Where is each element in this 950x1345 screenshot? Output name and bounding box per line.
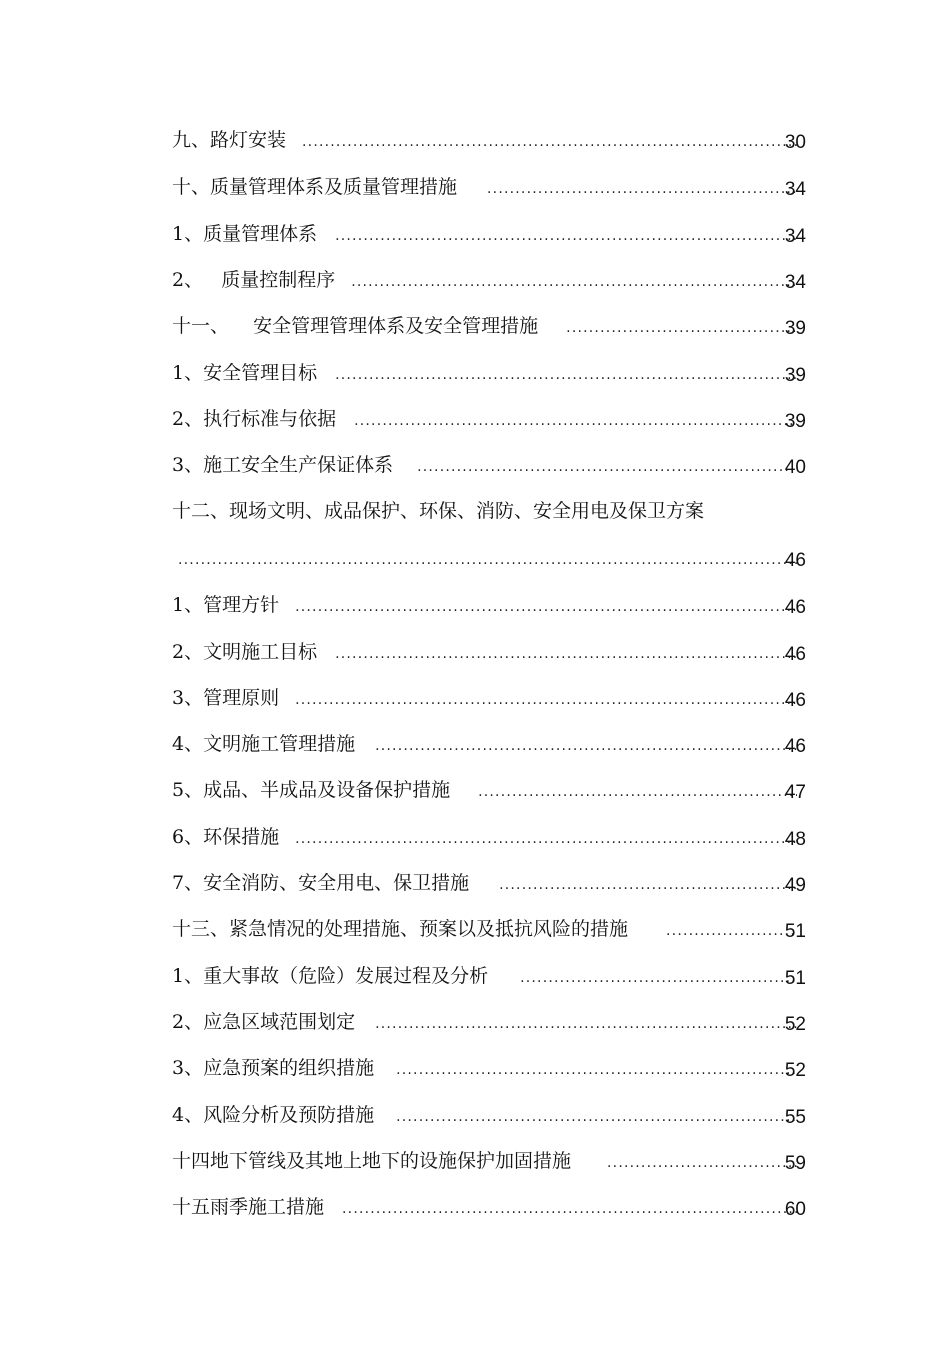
toc-entry-page: 34 xyxy=(784,226,806,247)
toc-entry[interactable] xyxy=(172,686,806,712)
toc-entry-label: 十五雨季施工措施 xyxy=(172,1196,325,1218)
toc-entry-label: 2、 质量控制程序 xyxy=(172,269,336,291)
toc-entry-page: 51 xyxy=(784,921,806,942)
toc-entry-label: 九、路灯安装 xyxy=(172,129,287,151)
toc-entry-page: 48 xyxy=(784,829,806,850)
toc-entry-label: 2、文明施工目标 xyxy=(172,641,318,663)
toc-entry-page: 30 xyxy=(784,132,806,153)
toc-entry-label: 5、成品、半成品及设备保护措施 xyxy=(172,779,451,801)
toc-entry-page: 34 xyxy=(784,179,806,200)
toc-entry-page: 46 xyxy=(784,597,806,618)
toc-entry[interactable] xyxy=(172,128,806,154)
toc-entry-page: 39 xyxy=(784,411,806,432)
toc-leader-dots xyxy=(487,177,797,201)
toc-entry-page: 55 xyxy=(784,1107,806,1128)
toc-leader-dots xyxy=(607,1151,797,1175)
toc-entry-page: 47 xyxy=(784,782,806,803)
toc-entry-page: 46 xyxy=(784,736,806,757)
toc-leader-dots xyxy=(478,780,797,804)
toc-entry-page: 49 xyxy=(784,875,806,896)
toc-entry-page: 39 xyxy=(784,318,806,339)
toc-entry-label: 6、环保措施 xyxy=(172,826,280,848)
toc-entry-label: 7、安全消防、安全用电、保卫措施 xyxy=(172,872,470,894)
toc-entry-page: 46 xyxy=(784,644,806,665)
toc-entry-label: 十四地下管线及其地上地下的设施保护加固措施 xyxy=(172,1150,572,1172)
toc-entry-page: 60 xyxy=(784,1199,806,1220)
toc-entry-page: 46 xyxy=(784,550,806,571)
toc-leader-dots xyxy=(375,734,797,758)
toc-entry[interactable] xyxy=(172,1056,806,1082)
toc-leader-dots xyxy=(417,455,797,479)
toc-leader-dots xyxy=(566,316,797,340)
toc-entry-page: 34 xyxy=(784,272,806,293)
toc-entry-label: 十、质量管理体系及质量管理措施 xyxy=(172,176,458,198)
toc-leader-dots xyxy=(375,1012,797,1036)
toc-entry[interactable] xyxy=(172,917,806,943)
toc-leader-dots xyxy=(295,827,797,851)
toc-entry[interactable] xyxy=(172,640,806,666)
toc-entry-label: 1、重大事故（危险）发展过程及分析 xyxy=(172,965,489,987)
toc-entry[interactable] xyxy=(172,1195,806,1221)
toc-entry-page: 59 xyxy=(784,1153,806,1174)
toc-entry-page: 51 xyxy=(784,968,806,989)
toc-leader-dots xyxy=(302,130,797,154)
toc-leader-dots xyxy=(351,270,797,294)
toc-leader-dots xyxy=(335,642,797,666)
toc-entry-label: 3、管理原则 xyxy=(172,687,280,709)
toc-leader-dots xyxy=(295,688,797,712)
toc-entry[interactable] xyxy=(172,314,806,340)
toc-entry[interactable] xyxy=(172,361,806,387)
toc-entry-page: 52 xyxy=(784,1060,806,1081)
toc-entry-label: 十一、 安全管理管理体系及安全管理措施 xyxy=(172,315,539,337)
toc-entry-label-wrapped[interactable]: 十二、现场文明、成品保护、环保、消防、安全用电及保卫方案 xyxy=(172,500,705,522)
toc-entry-label: 2、执行标准与依据 xyxy=(172,408,337,430)
toc-entry[interactable] xyxy=(172,453,806,479)
toc-entry-page: 52 xyxy=(784,1014,806,1035)
toc-leader-dots xyxy=(520,966,797,990)
toc-entry[interactable] xyxy=(172,222,806,248)
toc-leader-dots xyxy=(335,363,797,387)
toc-entry[interactable] xyxy=(172,732,806,758)
toc-entry[interactable] xyxy=(172,268,806,294)
toc-entry-label: 3、应急预案的组织措施 xyxy=(172,1057,375,1079)
toc-entry[interactable] xyxy=(172,175,806,201)
toc-entry[interactable] xyxy=(172,825,806,851)
toc-entry[interactable] xyxy=(172,407,806,433)
toc-entry[interactable] xyxy=(172,1010,806,1036)
toc-entry[interactable] xyxy=(172,871,806,897)
toc-leader-dots xyxy=(335,224,797,248)
toc-entry-page: 39 xyxy=(784,365,806,386)
toc-entry-label: 十三、紧急情况的处理措施、预案以及抵抗风险的措施 xyxy=(172,918,629,940)
toc-leader-dots xyxy=(396,1105,797,1129)
toc-entry-label: 1、安全管理目标 xyxy=(172,362,318,384)
toc-entry[interactable] xyxy=(172,1149,806,1175)
toc-entry-continued[interactable] xyxy=(172,547,806,572)
toc-entry-page: 46 xyxy=(784,690,806,711)
toc-entry-label: 4、风险分析及预防措施 xyxy=(172,1104,375,1126)
toc-entry-label: 3、施工安全生产保证体系 xyxy=(172,454,394,476)
toc-entry-label: 1、管理方针 xyxy=(172,594,280,616)
toc-entry[interactable] xyxy=(172,778,806,804)
toc-leader-dots xyxy=(354,409,797,433)
toc-leader-dots xyxy=(396,1058,797,1082)
toc-entry-label: 2、应急区域范围划定 xyxy=(172,1011,356,1033)
toc-leader-dots xyxy=(178,548,797,572)
toc-leader-dots xyxy=(342,1197,797,1221)
toc-leader-dots xyxy=(499,873,797,897)
toc-entry-page: 40 xyxy=(784,457,806,478)
toc-entry[interactable] xyxy=(172,1103,806,1129)
toc-entry[interactable] xyxy=(172,964,806,990)
toc-entry-label: 4、文明施工管理措施 xyxy=(172,733,356,755)
toc-leader-dots xyxy=(666,919,797,943)
toc-entry[interactable] xyxy=(172,593,806,619)
toc-leader-dots xyxy=(295,595,797,619)
toc-entry-label: 1、质量管理体系 xyxy=(172,223,318,245)
